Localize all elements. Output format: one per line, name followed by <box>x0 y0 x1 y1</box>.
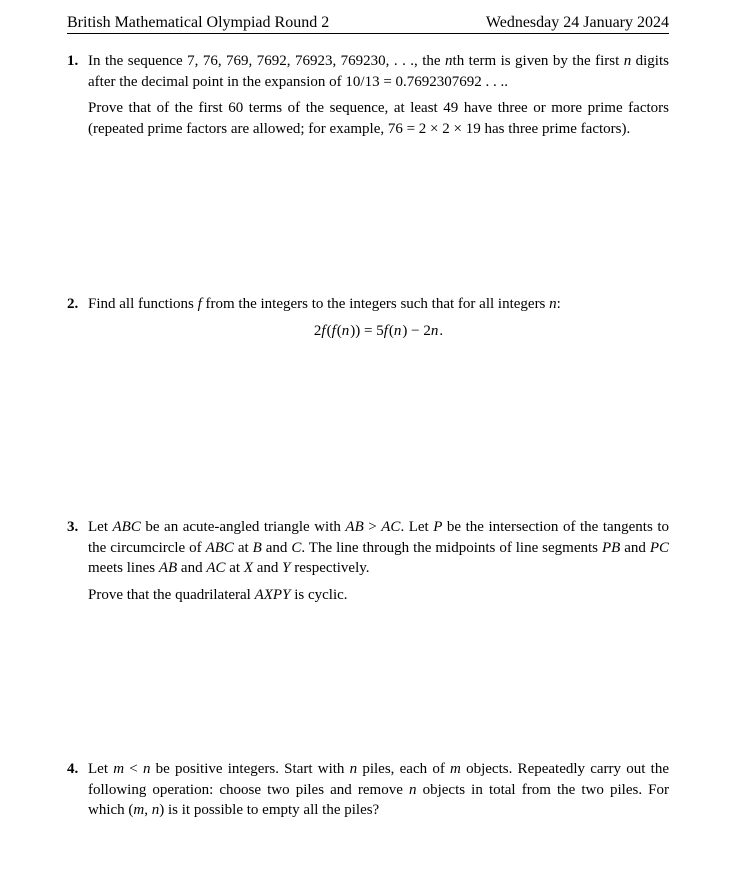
problem-number: 1. <box>67 53 79 69</box>
problem-number: 4. <box>67 761 79 777</box>
problem-body <box>88 517 669 605</box>
page-header <box>67 13 669 34</box>
problem-body <box>88 759 669 821</box>
problem-paragraph: Find all functions f from the integers to the integers such that for all integers n: <box>88 296 561 312</box>
problem-paragraph: Prove that of the first 60 terms of the sequence, at least 49 have three or more prime factors (repeated prime factors are allowed; for example, 76 = 2 × 2 × 19 has three prime factors). <box>88 100 669 137</box>
header-date: Wednesday 24 January 2024 <box>485 14 669 31</box>
problem-body <box>88 51 669 139</box>
problem-3 <box>67 517 669 605</box>
problem-body <box>88 294 669 341</box>
problem-number: 3. <box>67 519 79 535</box>
header-title: British Mathematical Olympiad Round 2 <box>67 14 330 31</box>
problem-paragraph: Let m < n be positive integers. Start with n piles, each of m objects. Repeatedly carry out the following operation: choose two piles and remove n objects in total from the two piles. For which (m, n) is it possible to empty all the piles? <box>88 761 670 818</box>
problem-paragraph: In the sequence 7, 76, 769, 7692, 76923, 769230, . . ., the nth term is given by the first n digits after the decimal point in the expansion of 10/13 = 0.7692307692 . . .. <box>88 53 669 90</box>
equation: 2f(f(n)) = 5f(n) − 2n. <box>313 322 444 339</box>
problem-paragraph: Let ABC be an acute-angled triangle with AB > AC. Let P be the intersection of the tangents to the circumcircle of ABC at B and C. The line through the midpoints of line segments PB and PC meets lines AB and AC at X and Y respectively. <box>88 519 669 576</box>
problem-4 <box>67 759 669 821</box>
problem-number: 2. <box>67 296 79 312</box>
problem-1 <box>67 51 669 139</box>
problem-paragraph: Prove that the quadrilateral AXPY is cyclic. <box>88 586 348 603</box>
problem-2 <box>67 294 669 341</box>
